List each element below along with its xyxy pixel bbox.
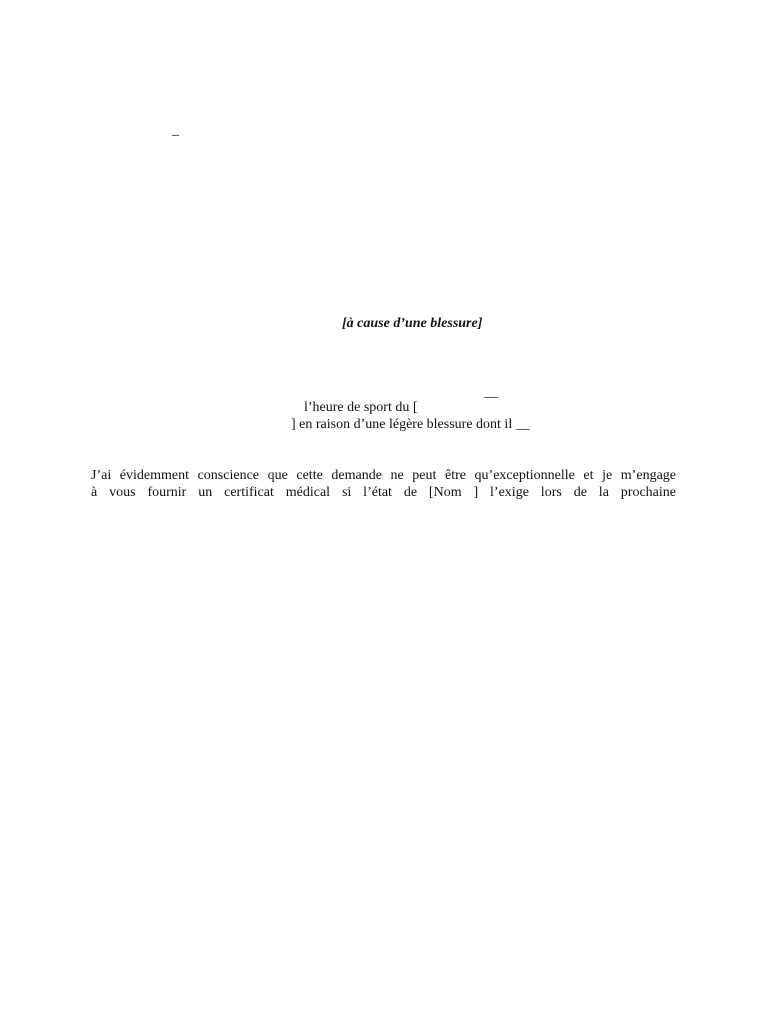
paragraph-line-1: J’ai évidemment conscience que cette demande ne peut être qu’exceptionnelle et je m’engage bbox=[91, 468, 676, 483]
blank-underline-mark: __ bbox=[484, 385, 498, 400]
subject-line: [à cause d’une blessure] bbox=[342, 316, 483, 331]
sport-hour-line: l’heure de sport du [ bbox=[304, 400, 418, 415]
top-dash-mark: _ bbox=[172, 123, 179, 138]
body-paragraph bbox=[91, 467, 676, 501]
paragraph-line-2: à vous fournir un certificat médical si l’état de [Nom ] l’exige lors de la prochaine bbox=[91, 485, 676, 500]
injury-reason-line: ] en raison d’une légère blessure dont il __ bbox=[291, 417, 530, 432]
